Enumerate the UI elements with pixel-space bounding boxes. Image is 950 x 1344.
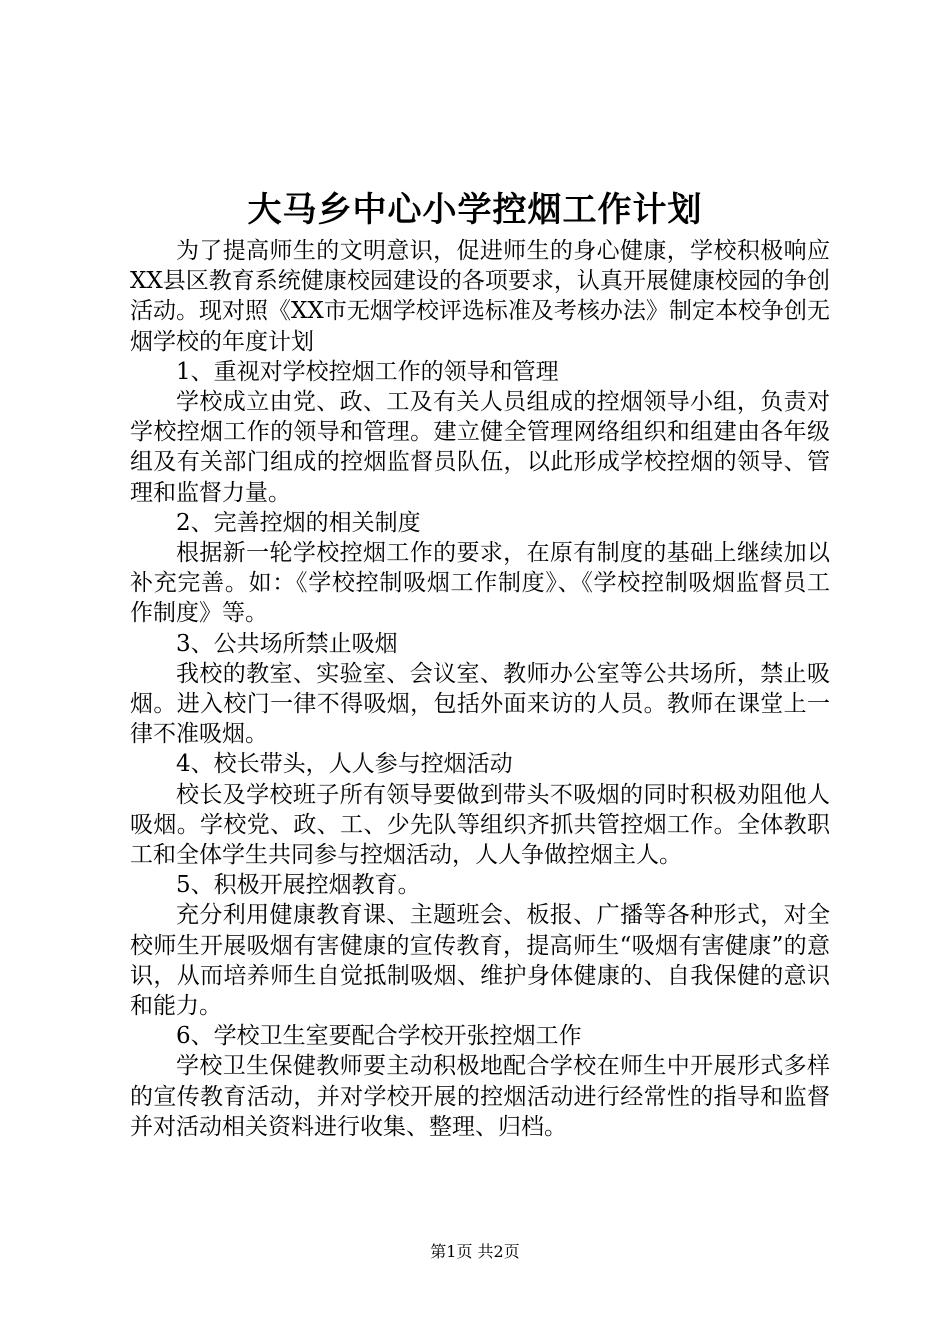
intro-paragraph: 为了提高师生的文明意识，促进师生的身心健康，学校积极响应XX县区教育系统健康校园建设的各项要求，认真开展健康校园的争创活动。现对照《XX市无烟学校评选标准及考核办法》制定本校争创无烟学校的年度计划 [130,238,830,355]
section-paragraph: 我校的教室、实验室、会议室、教师办公室等公共场所，禁止吸烟。进入校门一律不得吸烟，包括外面来访的人员。教师在课堂上一律不准吸烟。 [130,660,830,748]
section-heading: 4、校长带头，人人参与控烟活动 [176,751,513,778]
page-title: 大马乡中心小学控烟工作计划 [247,190,703,230]
page-footer: 第1页 共2页 [430,1242,520,1261]
document-body [130,236,830,1142]
section-paragraph: 根据新一轮学校控烟工作的要求，在原有制度的基础上继续加以补充完善。如：《学校控制吸烟工作制度》、《学校控制吸烟监督员工作制度》等。 [130,540,830,627]
section-paragraph: 学校卫生保健教师要主动积极地配合学校在师生中开展形式多样的宣传教育活动，并对学校开展的控烟活动进行经常性的指导和监督并对活动相关资料进行收集、整理、归档。 [130,1053,830,1140]
section-paragraph: 学校成立由党、政、工及有关人员组成的控烟领导小组，负责对学校控烟工作的领导和管理。建立健全管理网络组织和组建由各年级组及有关部门组成的控烟监督员队伍，以此形成学校控烟的领导、管理和监督力量。 [130,389,830,506]
section-paragraph: 充分利用健康教育课、主题班会、板报、广播等各种形式，对全校师生开展吸烟有害健康的宣传教育，提高师生“吸烟有害健康”的意识，从而培养师生自觉抵制吸烟、维护身体健康的、自我保健的意识和能力。 [130,902,830,1020]
section-heading: 5、积极开展控烟教育。 [176,872,421,899]
section-heading: 3、公共场所禁止吸烟 [176,630,398,657]
section-heading: 1、重视对学校控烟工作的领导和管理 [176,358,559,385]
section-paragraph: 校长及学校班子所有领导要做到带头不吸烟的同时积极劝阻他人吸烟。学校党、政、工、少先队等组织齐抓共管控烟工作。全体教职工和全体学生共同参与控烟活动，人人争做控烟主人。 [130,781,830,869]
section-heading: 6、学校卫生室要配合学校开张控烟工作 [176,1023,582,1050]
section-heading: 2、完善控烟的相关制度 [176,509,421,536]
